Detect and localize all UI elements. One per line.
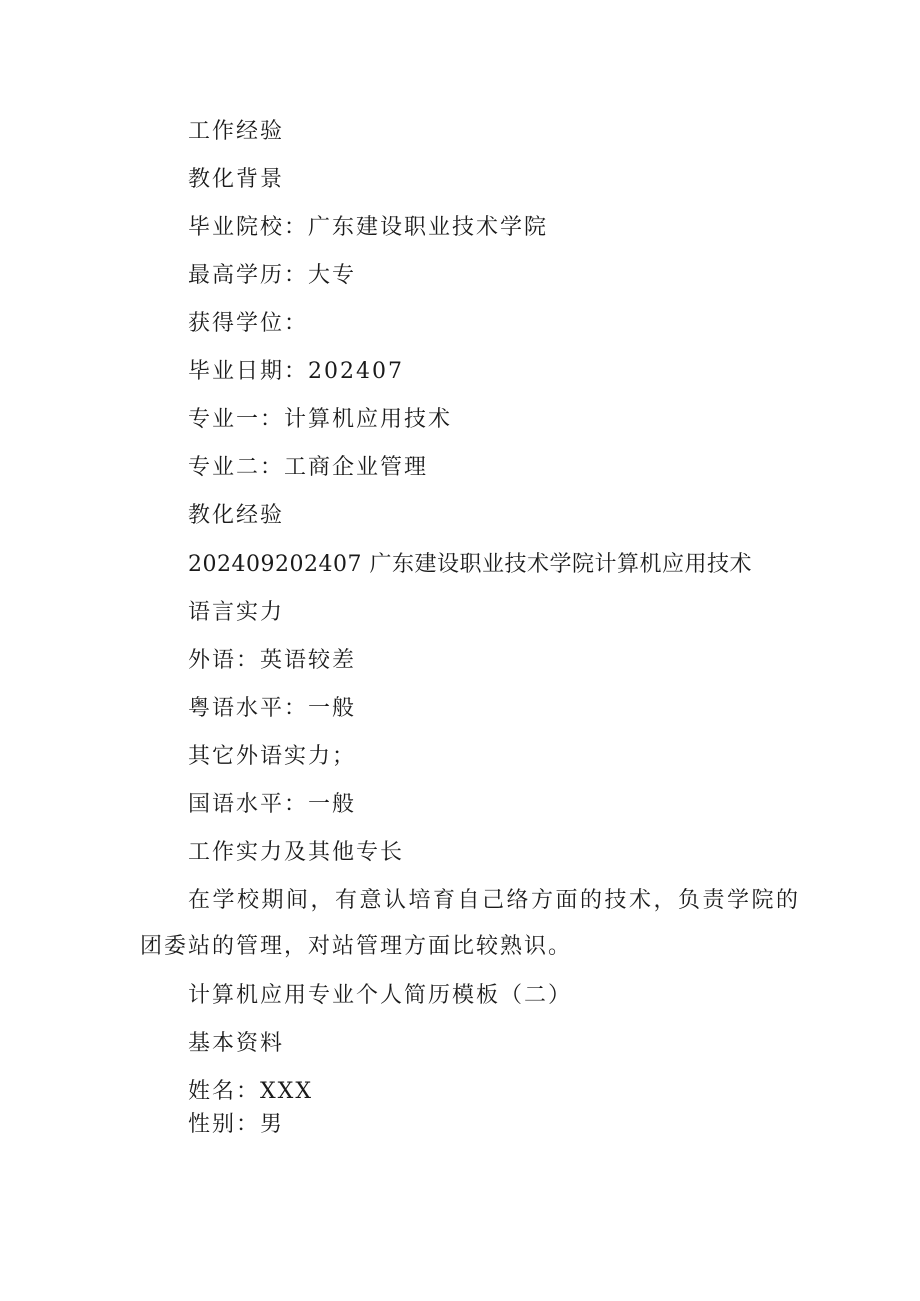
skills-paragraph-line-2: 团委站的管理，对站管理方面比较熟识。 <box>140 934 573 959</box>
graduate-school: 毕业院校：广东建设职业技术学院 <box>188 215 549 240</box>
name-field: 姓名：XXX <box>188 1079 313 1104</box>
heading-education-background: 教化背景 <box>188 167 285 192</box>
other-languages: 其它外语实力； <box>188 744 357 769</box>
cantonese-level: 粤语水平：一般 <box>188 696 357 721</box>
degree-obtained: 获得学位： <box>188 311 309 336</box>
heading-language-ability: 语言实力 <box>188 600 285 625</box>
highest-degree: 最高学历：大专 <box>188 263 357 288</box>
foreign-language: 外语：英语较差 <box>188 648 357 673</box>
resume-template-title: 计算机应用专业个人简历模板（二） <box>188 983 573 1008</box>
heading-education-experience: 教化经验 <box>188 503 285 528</box>
education-entry: 202409202407 广东建设职业技术学院计算机应用技术 <box>188 552 752 577</box>
graduation-date: 毕业日期：202407 <box>188 359 404 384</box>
heading-skills: 工作实力及其他专长 <box>188 840 405 865</box>
gender-field: 性别：男 <box>188 1112 285 1137</box>
major-one: 专业一：计算机应用技术 <box>188 407 453 432</box>
skills-paragraph-line-1: 在学校期间，有意认培育自己络方面的技术，负责学院的 <box>188 888 801 913</box>
heading-basic-info: 基本资料 <box>188 1031 285 1056</box>
heading-work-experience: 工作经验 <box>188 119 285 144</box>
mandarin-level: 国语水平：一般 <box>188 792 357 817</box>
major-two: 专业二：工商企业管理 <box>188 455 429 480</box>
